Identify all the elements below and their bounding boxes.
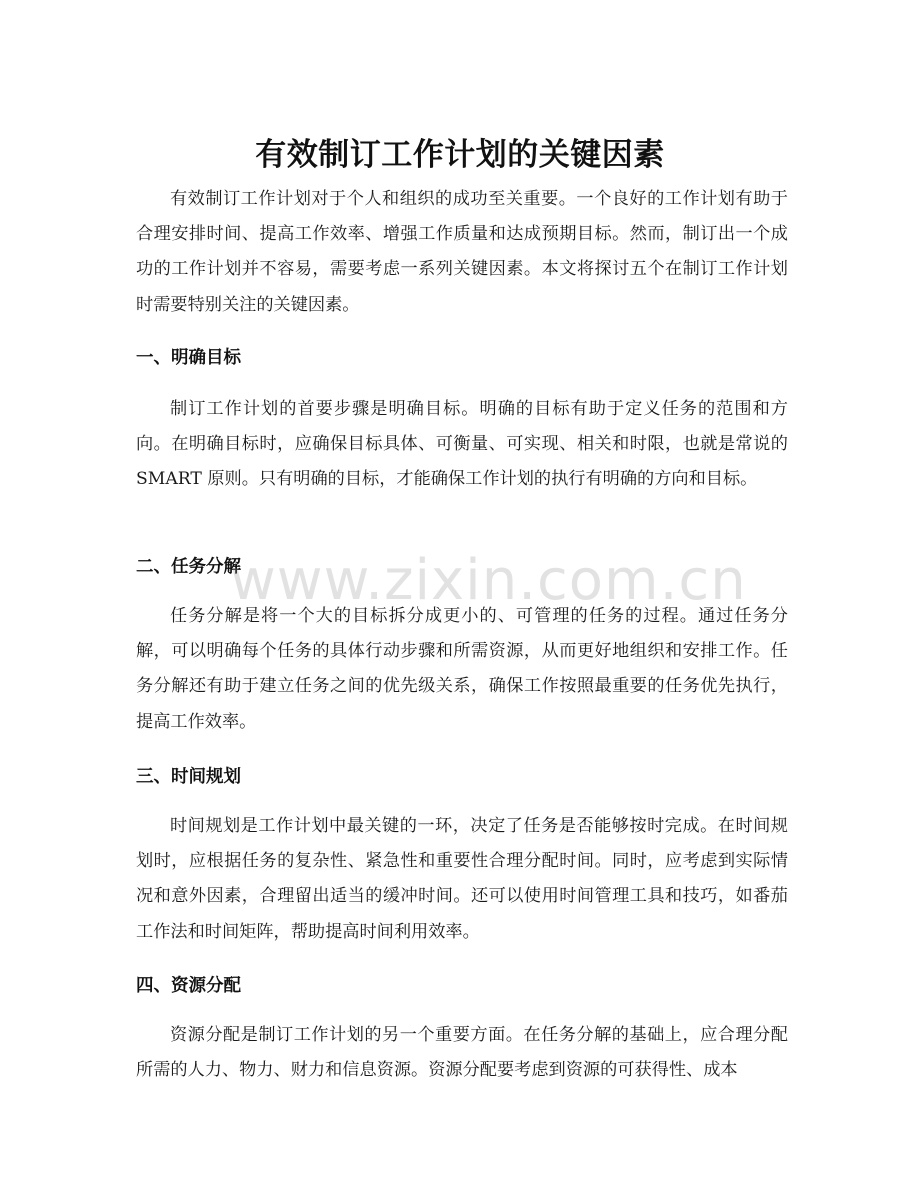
section-heading-4: 四、资源分配 xyxy=(136,976,241,996)
section-heading-3: 三、时间规划 xyxy=(136,767,241,787)
section-heading-1: 一、明确目标 xyxy=(136,348,241,368)
section-body-3: 时间规划是工作计划中最关键的一环，决定了任务是否能够按时完成。在时间规划时，应根据任务的复杂性、紧急性和重要性合理分配时间。同时，应考虑到实际情况和意外因素，合理留出适当的缓冲时间。还可以使用时间管理工具和技巧，如番茄工作法和时间矩阵，帮助提高时间利用效率。 xyxy=(136,816,788,942)
section-body-4: 资源分配是制订工作计划的另一个重要方面。在任务分解的基础上，应合理分配所需的人力、物力、财力和信息资源。资源分配要考虑到资源的可获得性、成本 xyxy=(136,1025,788,1081)
intro-paragraph: 有效制订工作计划对于个人和组织的成功至关重要。一个良好的工作计划有助于合理安排时间、提高工作效率、增强工作质量和达成预期目标。然而，制订出一个成功的工作计划并不容易，需要考虑一系列关键因素。本文将探讨五个在制订工作计划时需要特别关注的关键因素。 xyxy=(136,189,788,315)
document-title: 有效制订工作计划的关键因素 xyxy=(255,136,665,173)
section-heading-2: 二、任务分解 xyxy=(136,557,241,577)
section-body-1: 制订工作计划的首要步骤是明确目标。明确的目标有助于定义任务的范围和方向。在明确目标时，应确保目标具体、可衡量、可实现、相关和时限，也就是常说的 SMART 原则。只有明确的目标，才能确保工作计划的执行有明确的方向和目标。 xyxy=(136,399,788,490)
section-body-2: 任务分解是将一个大的目标拆分成更小的、可管理的任务的过程。通过任务分解，可以明确每个任务的具体行动步骤和所需资源，从而更好地组织和安排工作。任务分解还有助于建立任务之间的优先级关系，确保工作按照最重要的任务优先执行，提高工作效率。 xyxy=(136,606,788,732)
watermark-text: www.zixin.com.cn xyxy=(230,548,747,613)
